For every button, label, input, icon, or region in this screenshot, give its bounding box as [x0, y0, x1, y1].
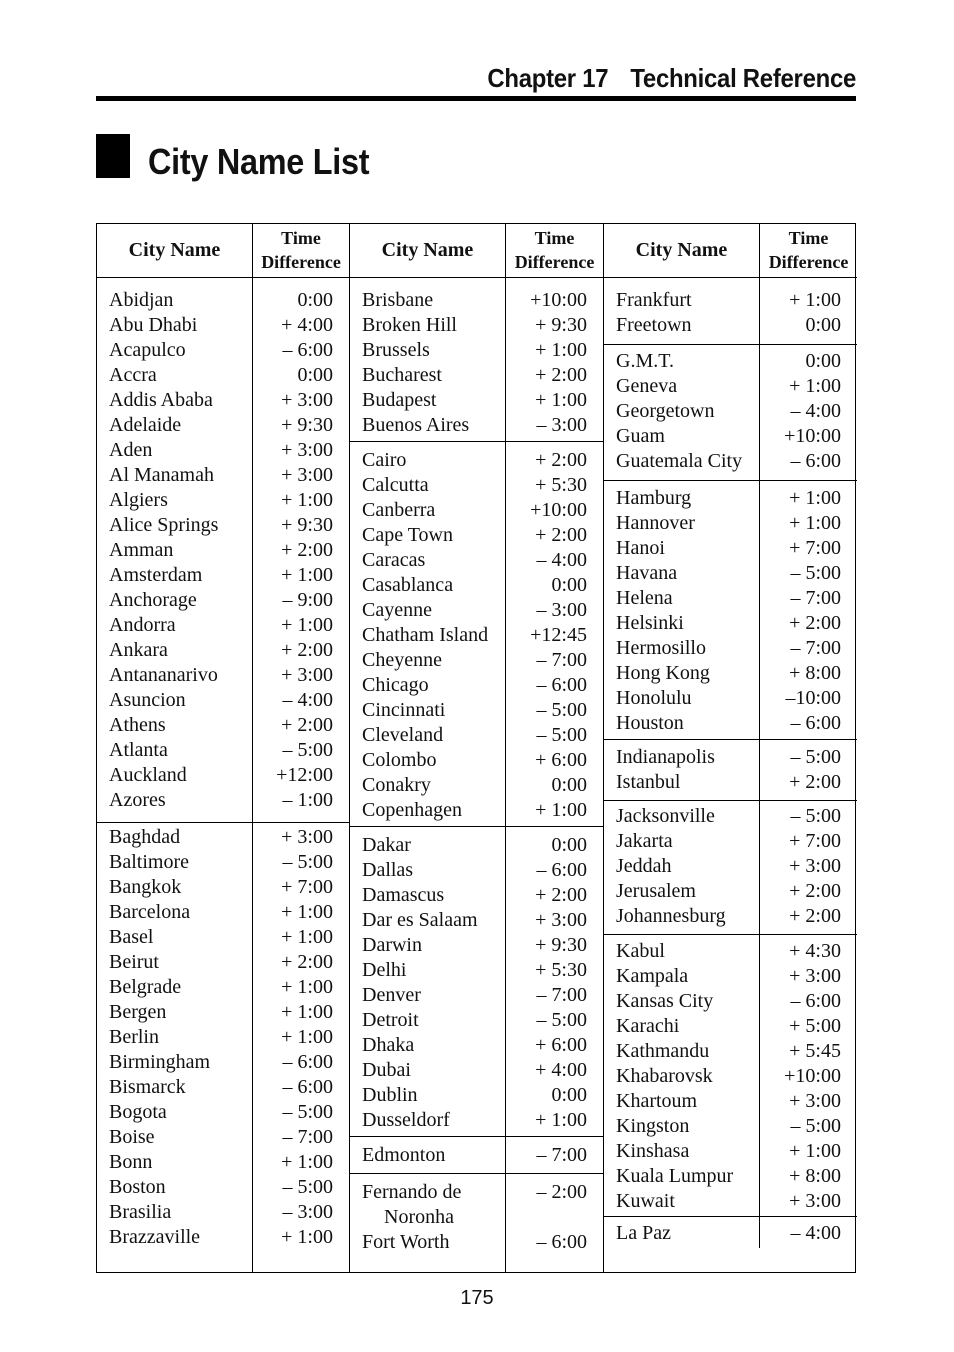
header-rule: [96, 96, 856, 101]
time-difference: + 3:00: [281, 664, 333, 686]
time-difference: – 5:00: [536, 699, 587, 721]
city-name: Antananarivo: [109, 664, 218, 686]
time-difference: – 6:00: [282, 1051, 333, 1073]
time-difference: + 1:00: [535, 799, 587, 821]
city-name: Accra: [109, 364, 157, 386]
city-name: Cape Town: [362, 524, 453, 546]
time-difference: + 2:00: [281, 951, 333, 973]
city-name: Dublin: [362, 1084, 418, 1106]
table-group: [350, 1174, 603, 1272]
time-difference: + 3:00: [789, 965, 841, 987]
time-difference: – 6:00: [282, 339, 333, 361]
table-group: [604, 801, 857, 935]
time-difference: – 5:00: [790, 805, 841, 827]
time-difference: +10:00: [530, 289, 587, 311]
time-difference: + 4:00: [535, 1059, 587, 1081]
time-difference: + 1:00: [535, 339, 587, 361]
time-difference: – 6:00: [536, 1231, 587, 1253]
city-name: Bergen: [109, 1001, 167, 1023]
time-difference: + 4:00: [281, 314, 333, 336]
time-difference: + 9:30: [281, 414, 333, 436]
time-difference-cell: [759, 740, 857, 800]
city-name: Houston: [616, 712, 684, 734]
city-name: Cleveland: [362, 724, 444, 746]
city-name: Broken Hill: [362, 314, 457, 336]
time-difference: – 9:00: [282, 589, 333, 611]
time-difference: + 2:00: [281, 639, 333, 661]
city-name: Cairo: [362, 449, 407, 471]
header-time-line1: Time: [788, 228, 829, 248]
table-column-1: [97, 224, 349, 1272]
city-name: Jakarta: [616, 830, 673, 852]
time-difference: + 3:00: [281, 826, 333, 848]
city-name: Buenos Aires: [362, 414, 470, 436]
city-name: Beirut: [109, 951, 159, 973]
city-name: Khartoum: [616, 1090, 698, 1112]
time-difference: – 3:00: [282, 1201, 333, 1223]
city-name: Alice Springs: [109, 514, 219, 536]
city-name: Fernando de: [362, 1181, 462, 1203]
header-time-line2: Difference: [261, 252, 341, 272]
time-difference: + 9:30: [535, 934, 587, 956]
time-difference: – 5:00: [282, 851, 333, 873]
time-difference: + 7:00: [789, 830, 841, 852]
city-name: Kinshasa: [616, 1140, 690, 1162]
city-name: Georgetown: [616, 400, 715, 422]
city-name: Kampala: [616, 965, 689, 987]
time-difference: +10:00: [530, 499, 587, 521]
city-name: Berlin: [109, 1026, 159, 1048]
time-difference: 0:00: [805, 350, 841, 372]
city-name: Cayenne: [362, 599, 432, 621]
time-difference: – 7:00: [790, 637, 841, 659]
city-name: Chicago: [362, 674, 429, 696]
city-name: Baltimore: [109, 851, 189, 873]
time-difference: + 7:00: [789, 537, 841, 559]
city-name-cell: [350, 1174, 505, 1272]
time-difference: – 7:00: [790, 587, 841, 609]
time-difference-cell: [505, 442, 603, 826]
city-name: Fort Worth: [362, 1231, 450, 1253]
time-difference-cell: [759, 801, 857, 934]
table-group: [350, 278, 603, 442]
time-difference: 0:00: [551, 834, 587, 856]
table-group: [604, 740, 857, 801]
time-difference: – 2:00: [536, 1181, 587, 1203]
city-name: Brazzaville: [109, 1226, 201, 1248]
city-name: Hong Kong: [616, 662, 710, 684]
time-difference: + 8:00: [789, 662, 841, 684]
city-name: Colombo: [362, 749, 437, 771]
city-name: Helsinki: [616, 612, 684, 634]
time-difference: + 2:00: [535, 524, 587, 546]
city-name-cell: [350, 827, 505, 1136]
time-difference: – 4:00: [282, 689, 333, 711]
city-name: Baghdad: [109, 826, 181, 848]
city-name: Calcutta: [362, 474, 429, 496]
chapter-header: [157, 58, 856, 98]
table-group: [604, 1217, 857, 1248]
time-difference: – 5:00: [282, 1176, 333, 1198]
time-difference: + 9:30: [281, 514, 333, 536]
city-name: Hanoi: [616, 537, 665, 559]
city-name-cell: [97, 278, 252, 822]
time-difference: +12:45: [530, 624, 587, 646]
city-name: Guatemala City: [616, 450, 743, 472]
city-name: Khabarovsk: [616, 1065, 713, 1087]
city-name: Helena: [616, 587, 673, 609]
time-difference: – 6:00: [790, 712, 841, 734]
time-difference: + 3:00: [789, 855, 841, 877]
time-difference: + 1:00: [789, 1140, 841, 1162]
city-name: Dubai: [362, 1059, 411, 1081]
city-name: Dallas: [362, 859, 414, 881]
page-title: City Name List: [148, 141, 370, 182]
city-name: Jerusalem: [616, 880, 696, 902]
time-difference: + 2:00: [789, 771, 841, 793]
time-difference: + 1:00: [281, 1026, 333, 1048]
city-name: Amsterdam: [109, 564, 203, 586]
time-difference: + 1:00: [789, 375, 841, 397]
city-name: Asuncion: [109, 689, 186, 711]
time-difference: 0:00: [551, 1084, 587, 1106]
header-time-line2: Difference: [768, 252, 849, 272]
city-name-cell: [604, 801, 759, 934]
time-difference: + 9:30: [535, 314, 587, 336]
city-name: La Paz: [616, 1222, 671, 1244]
time-difference: + 8:00: [789, 1165, 841, 1187]
table-group: [97, 278, 349, 823]
time-difference-cell: [505, 1174, 603, 1272]
city-name-cell: [604, 1217, 759, 1248]
city-name: Brussels: [362, 339, 430, 361]
city-name-cell: [604, 345, 759, 480]
time-difference: – 3:00: [536, 414, 587, 436]
city-name: Dusseldorf: [362, 1109, 450, 1131]
header-time-difference: [252, 224, 349, 277]
city-name: Bismarck: [109, 1076, 186, 1098]
city-name: Belgrade: [109, 976, 182, 998]
city-name: Brasilia: [109, 1201, 172, 1223]
time-difference: + 2:00: [281, 714, 333, 736]
page-number: 175: [460, 1287, 494, 1309]
city-name: Edmonton: [362, 1144, 446, 1166]
time-difference: – 5:00: [790, 562, 841, 584]
header-time-line1: Time: [534, 228, 575, 248]
header-city-name: City Name: [635, 239, 728, 261]
time-difference: + 3:00: [281, 439, 333, 461]
city-name: Hermosillo: [616, 637, 706, 659]
table-group: [604, 345, 857, 481]
time-difference: + 5:30: [535, 959, 587, 981]
time-difference: + 6:00: [535, 1034, 587, 1056]
city-name: Detroit: [362, 1009, 419, 1031]
time-difference: + 1:00: [281, 926, 333, 948]
city-name: Adelaide: [109, 414, 182, 436]
city-name: Abidjan: [109, 289, 174, 311]
time-difference: + 1:00: [281, 901, 333, 923]
city-name-cell: [604, 935, 759, 1216]
time-difference: 0:00: [551, 774, 587, 796]
city-name: Kuala Lumpur: [616, 1165, 734, 1187]
table-group: [604, 278, 857, 345]
time-difference: + 1:00: [281, 976, 333, 998]
header-time-difference: [759, 224, 857, 277]
time-difference: – 3:00: [536, 599, 587, 621]
city-name: Budapest: [362, 389, 437, 411]
city-name: Dhaka: [362, 1034, 415, 1056]
header-city-name: City Name: [128, 239, 221, 261]
city-name: Frankfurt: [616, 289, 692, 311]
time-difference-cell: [252, 278, 349, 822]
time-difference: – 4:00: [536, 549, 587, 571]
time-difference-cell: [759, 345, 857, 480]
city-name: Hannover: [616, 512, 695, 534]
column-header: [350, 224, 603, 278]
time-difference: + 5:45: [789, 1040, 841, 1062]
city-name-cell: [350, 1137, 505, 1173]
city-name: Kathmandu: [616, 1040, 710, 1062]
city-name: Aden: [109, 439, 153, 461]
city-name: Johannesburg: [616, 905, 726, 927]
city-name-cell: [604, 740, 759, 800]
time-difference: + 5:00: [789, 1015, 841, 1037]
table-column-3: [603, 224, 857, 1272]
city-name: Addis Ababa: [109, 389, 213, 411]
city-name: Kuwait: [616, 1190, 675, 1212]
time-difference: 0:00: [297, 289, 333, 311]
city-name: Geneva: [616, 375, 678, 397]
city-name: Damascus: [362, 884, 445, 906]
time-difference: + 4:30: [789, 940, 841, 962]
column-header: [97, 224, 349, 278]
time-difference: + 3:00: [535, 909, 587, 931]
city-name: Boston: [109, 1176, 166, 1198]
time-difference: + 1:00: [789, 289, 841, 311]
city-name: Guam: [616, 425, 665, 447]
time-difference-cell: [505, 827, 603, 1136]
header-city-name: City Name: [381, 239, 474, 261]
time-difference: + 1:00: [535, 1109, 587, 1131]
section-marker: [96, 134, 130, 178]
chapter-number: Chapter 17: [487, 63, 609, 93]
city-name-cell: [97, 823, 252, 1272]
city-name: Amman: [109, 539, 174, 561]
city-name: Brisbane: [362, 289, 434, 311]
city-name: Abu Dhabi: [109, 314, 198, 336]
city-name: Atlanta: [109, 739, 168, 761]
city-name: Bucharest: [362, 364, 442, 386]
city-name: Cheyenne: [362, 649, 442, 671]
city-name: Indianapolis: [616, 746, 715, 768]
time-difference: + 2:00: [535, 884, 587, 906]
city-name: Havana: [616, 562, 678, 584]
time-difference: + 1:00: [281, 489, 333, 511]
city-name: Boise: [109, 1126, 155, 1148]
city-name: Jeddah: [616, 855, 672, 877]
time-difference: + 3:00: [789, 1090, 841, 1112]
city-name: Karachi: [616, 1015, 680, 1037]
city-name: Cincinnati: [362, 699, 446, 721]
time-difference: – 7:00: [536, 649, 587, 671]
city-name: Bangkok: [109, 876, 182, 898]
city-name: Birmingham: [109, 1051, 211, 1073]
table-group: [604, 935, 857, 1217]
time-difference: –10:00: [785, 687, 841, 709]
time-difference: – 1:00: [282, 789, 333, 811]
time-difference: +10:00: [784, 425, 841, 447]
city-name: Noronha: [384, 1206, 454, 1228]
table-group: [350, 442, 603, 827]
time-difference-cell: [505, 278, 603, 441]
time-difference: – 7:00: [536, 984, 587, 1006]
city-name: Darwin: [362, 934, 422, 956]
time-difference: + 3:00: [281, 464, 333, 486]
city-name: Casablanca: [362, 574, 454, 596]
time-difference: – 6:00: [282, 1076, 333, 1098]
time-difference: + 1:00: [281, 1151, 333, 1173]
time-difference: – 6:00: [536, 859, 587, 881]
city-name-cell: [350, 442, 505, 826]
table-group: [350, 827, 603, 1137]
time-difference: + 1:00: [789, 487, 841, 509]
time-difference-cell: [759, 935, 857, 1216]
time-difference: + 1:00: [789, 512, 841, 534]
city-name: G.M.T.: [616, 350, 674, 372]
city-name: Anchorage: [109, 589, 197, 611]
city-name: Copenhagen: [362, 799, 462, 821]
time-difference: – 7:00: [282, 1126, 333, 1148]
time-difference: + 7:00: [281, 876, 333, 898]
time-difference-cell: [759, 1217, 857, 1248]
time-difference: + 2:00: [535, 449, 587, 471]
city-name: Hamburg: [616, 487, 692, 509]
city-name: Caracas: [362, 549, 426, 571]
city-name: Bonn: [109, 1151, 153, 1173]
time-difference: – 5:00: [282, 1101, 333, 1123]
time-difference: + 2:00: [789, 612, 841, 634]
time-difference: – 6:00: [536, 674, 587, 696]
city-name: Chatham Island: [362, 624, 489, 646]
city-name-cell: [350, 278, 505, 441]
city-name: Bogota: [109, 1101, 167, 1123]
time-difference: – 5:00: [282, 739, 333, 761]
time-difference: + 2:00: [789, 905, 841, 927]
city-name: Athens: [109, 714, 166, 736]
time-difference: – 7:00: [536, 1144, 587, 1166]
time-difference-cell: [759, 278, 857, 344]
time-difference-cell: [505, 1137, 603, 1173]
city-name: Freetown: [616, 314, 692, 336]
city-name: Delhi: [362, 959, 407, 981]
city-time-table: [96, 223, 856, 1273]
time-difference: 0:00: [805, 314, 841, 336]
time-difference-cell: [252, 823, 349, 1272]
table-column-2: [349, 224, 603, 1272]
city-name: Honolulu: [616, 687, 692, 709]
header-time-difference: [505, 224, 603, 277]
time-difference-cell: [759, 481, 857, 739]
time-difference: 0:00: [551, 574, 587, 596]
time-difference: – 5:00: [790, 746, 841, 768]
time-difference: – 5:00: [536, 1009, 587, 1031]
city-name: Conakry: [362, 774, 431, 796]
time-difference: +10:00: [784, 1065, 841, 1087]
time-difference: – 6:00: [790, 990, 841, 1012]
city-name: Andorra: [109, 614, 176, 636]
city-name: Basel: [109, 926, 154, 948]
city-name: Denver: [362, 984, 421, 1006]
city-name: Kabul: [616, 940, 665, 962]
time-difference: + 1:00: [281, 1226, 333, 1248]
city-name: Kansas City: [616, 990, 714, 1012]
header-time-line2: Difference: [514, 252, 595, 272]
city-name: Acapulco: [109, 339, 186, 361]
city-name: Algiers: [109, 489, 168, 511]
time-difference: + 3:00: [281, 389, 333, 411]
time-difference: [506, 1205, 603, 1230]
time-difference: + 2:00: [281, 539, 333, 561]
city-name: Canberra: [362, 499, 436, 521]
city-name: Barcelona: [109, 901, 191, 923]
table-group: [97, 823, 349, 1272]
city-name: Istanbul: [616, 771, 681, 793]
city-name: Al Manamah: [109, 464, 214, 486]
time-difference: + 5:30: [535, 474, 587, 496]
table-group: [350, 1137, 603, 1174]
city-name: Ankara: [109, 639, 168, 661]
header-time-line1: Time: [281, 228, 321, 248]
time-difference: – 5:00: [790, 1115, 841, 1137]
time-difference: + 1:00: [281, 564, 333, 586]
time-difference: + 3:00: [789, 1190, 841, 1212]
table-group: [604, 481, 857, 740]
time-difference: + 1:00: [281, 1001, 333, 1023]
time-difference: – 6:00: [790, 450, 841, 472]
chapter-title: Technical Reference: [630, 63, 856, 93]
time-difference: + 6:00: [535, 749, 587, 771]
city-name: Dakar: [362, 834, 411, 856]
city-name-cell: [604, 278, 759, 344]
city-name: Azores: [109, 789, 166, 811]
time-difference: + 2:00: [535, 364, 587, 386]
time-difference: +12:00: [276, 764, 333, 786]
time-difference: + 2:00: [789, 880, 841, 902]
city-name: Kingston: [616, 1115, 690, 1137]
city-name-cell: [604, 481, 759, 739]
time-difference: + 1:00: [535, 389, 587, 411]
time-difference: – 5:00: [536, 724, 587, 746]
time-difference: + 1:00: [281, 614, 333, 636]
time-difference: – 4:00: [790, 400, 841, 422]
city-name: Dar es Salaam: [362, 909, 478, 931]
city-name: Jacksonville: [616, 805, 715, 827]
time-difference: – 4:00: [790, 1222, 841, 1244]
city-name: Auckland: [109, 764, 187, 786]
column-header: [604, 224, 857, 278]
time-difference: 0:00: [297, 364, 333, 386]
